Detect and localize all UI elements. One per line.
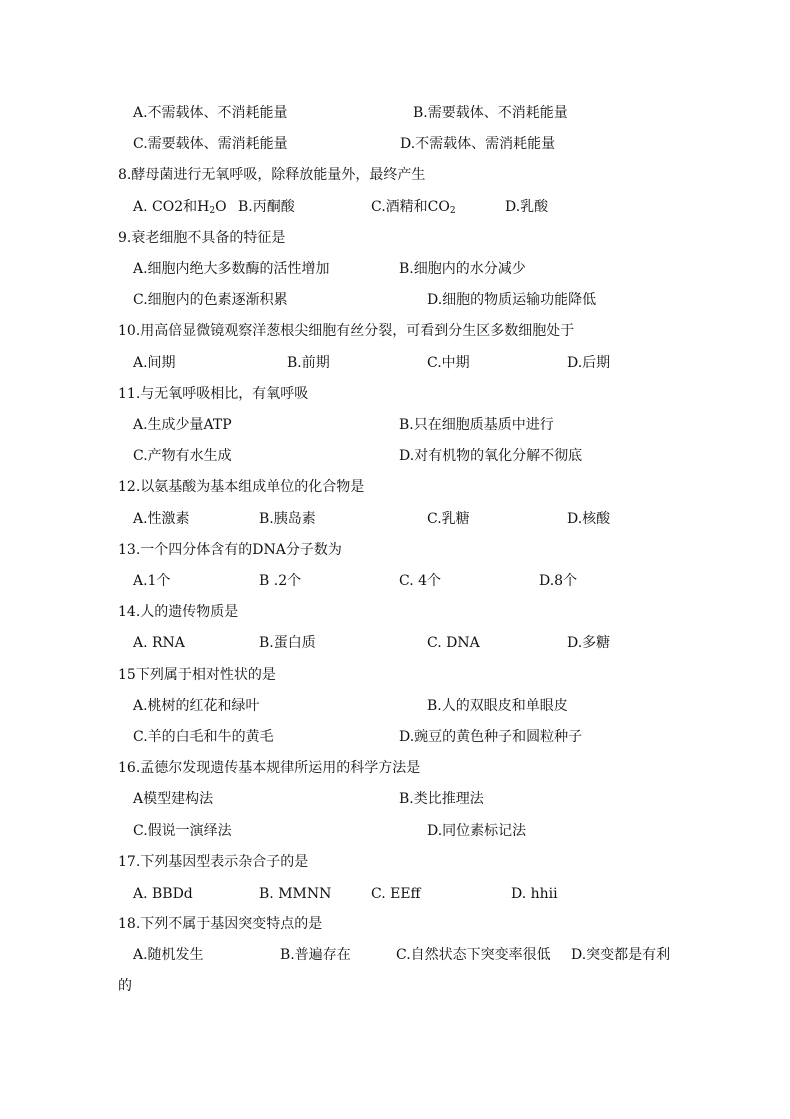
q9-option-d: D.细胞的物质运输功能降低 <box>427 292 597 308</box>
q7-option-d: D.不需载体、需消耗能量 <box>400 136 556 152</box>
q17-option-a: A. BBDd <box>133 886 193 902</box>
q11-option-d: D.对有机物的氧化分解不彻底 <box>399 448 583 464</box>
q15-option-c: C.羊的白毛和牛的黄毛 <box>133 729 274 745</box>
q16-option-b: B.类比推理法 <box>399 791 484 807</box>
q13-option-d: D.8个 <box>539 573 578 589</box>
q13-option-b: B .2个 <box>259 573 302 589</box>
q9-option-c: C.细胞内的色素逐渐积累 <box>133 292 288 308</box>
q17-option-c: C. EEff <box>371 886 421 902</box>
q7-option-a: A.不需载体、不消耗能量 <box>133 105 288 121</box>
q15-option-a: A.桃树的红花和绿叶 <box>133 698 260 714</box>
q14-option-d: D.多糖 <box>567 635 611 651</box>
q8-option-c <box>371 198 456 216</box>
q14-option-c: C. DNA <box>427 635 480 651</box>
q10-stem: 10.用高倍显微镜观察洋葱根尖细胞有丝分裂，可看到分生区多数细胞处于 <box>118 323 575 339</box>
q13-option-a: A.1个 <box>133 573 171 589</box>
q9-option-a: A.细胞内绝大多数酶的活性增加 <box>133 261 330 277</box>
q12-stem: 12.以氨基酸为基本组成单位的化合物是 <box>118 479 365 495</box>
q7-option-c: C.需要载体、需消耗能量 <box>133 136 288 152</box>
q8-option-a-suffix: O <box>215 199 227 215</box>
q8-option-c-subscript: 2 <box>449 206 456 216</box>
q18-option-a: A.随机发生 <box>133 947 204 963</box>
q8-option-a <box>133 198 227 216</box>
q18-option-c: C.自然状态下突变率很低 <box>396 947 551 963</box>
q13-option-c: C. 4个 <box>399 573 442 589</box>
q10-option-b: B.前期 <box>287 355 330 371</box>
q9-stem: 9.衰老细胞不具备的特征是 <box>118 230 286 246</box>
q8-option-c-prefix: C.酒精和CO <box>371 199 450 215</box>
q18-option-d-continuation: 的 <box>118 978 132 994</box>
q10-option-a: A.间期 <box>133 355 176 371</box>
q16-option-c: C.假说一演绎法 <box>133 823 232 839</box>
q8-option-b: B.丙酮酸 <box>238 199 295 215</box>
q9-option-b: B.细胞内的水分减少 <box>399 261 526 277</box>
q7-option-b: B.需要载体、不消耗能量 <box>413 105 568 121</box>
q17-option-b: B. MMNN <box>259 886 332 902</box>
q8-option-a-subscript: 2 <box>209 206 216 216</box>
q18-option-b: B.普遍存在 <box>280 947 351 963</box>
q16-stem: 16.孟德尔发现遗传基本规律所运用的科学方法是 <box>118 760 421 776</box>
q14-option-b: B.蛋白质 <box>259 635 316 651</box>
q18-stem: 18.下列不属于基因突变特点的是 <box>118 916 323 932</box>
q11-stem: 11.与无氧呼吸相比，有氧呼吸 <box>118 386 309 402</box>
q17-stem: 17.下列基因型表示杂合子的是 <box>118 854 309 870</box>
q15-stem: 15下列属于相对性状的是 <box>118 667 276 683</box>
q14-option-a: A. RNA <box>133 635 185 651</box>
q16-option-a: A模型建构法 <box>133 791 214 807</box>
q8-option-d: D.乳酸 <box>505 199 549 215</box>
q12-option-d: D.核酸 <box>567 511 611 527</box>
q14-stem: 14.人的遗传物质是 <box>118 604 239 620</box>
q11-option-b: B.只在细胞质基质中进行 <box>399 417 554 433</box>
q8-stem: 8.酵母菌进行无氧呼吸，除释放能量外，最终产生 <box>118 167 426 183</box>
q17-option-d: D. hhii <box>511 886 558 902</box>
q8-option-a-prefix: A. CO2和H <box>133 199 210 215</box>
q12-option-a: A.性激素 <box>133 511 190 527</box>
q10-option-c: C.中期 <box>427 355 470 371</box>
q15-option-d: D.豌豆的黄色种子和圆粒种子 <box>399 729 583 745</box>
q12-option-c: C.乳糖 <box>427 511 470 527</box>
q15-option-b: B.人的双眼皮和单眼皮 <box>427 698 568 714</box>
q11-option-c: C.产物有水生成 <box>133 448 232 464</box>
q10-option-d: D.后期 <box>567 355 611 371</box>
q13-stem: 13.一个四分体含有的DNA分子数为 <box>118 542 342 558</box>
q12-option-b: B.胰岛素 <box>259 511 316 527</box>
q11-option-a: A.生成少量ATP <box>133 417 232 433</box>
q18-option-d: D.突变都是有利 <box>571 947 671 963</box>
q16-option-d: D.同位素标记法 <box>427 823 527 839</box>
